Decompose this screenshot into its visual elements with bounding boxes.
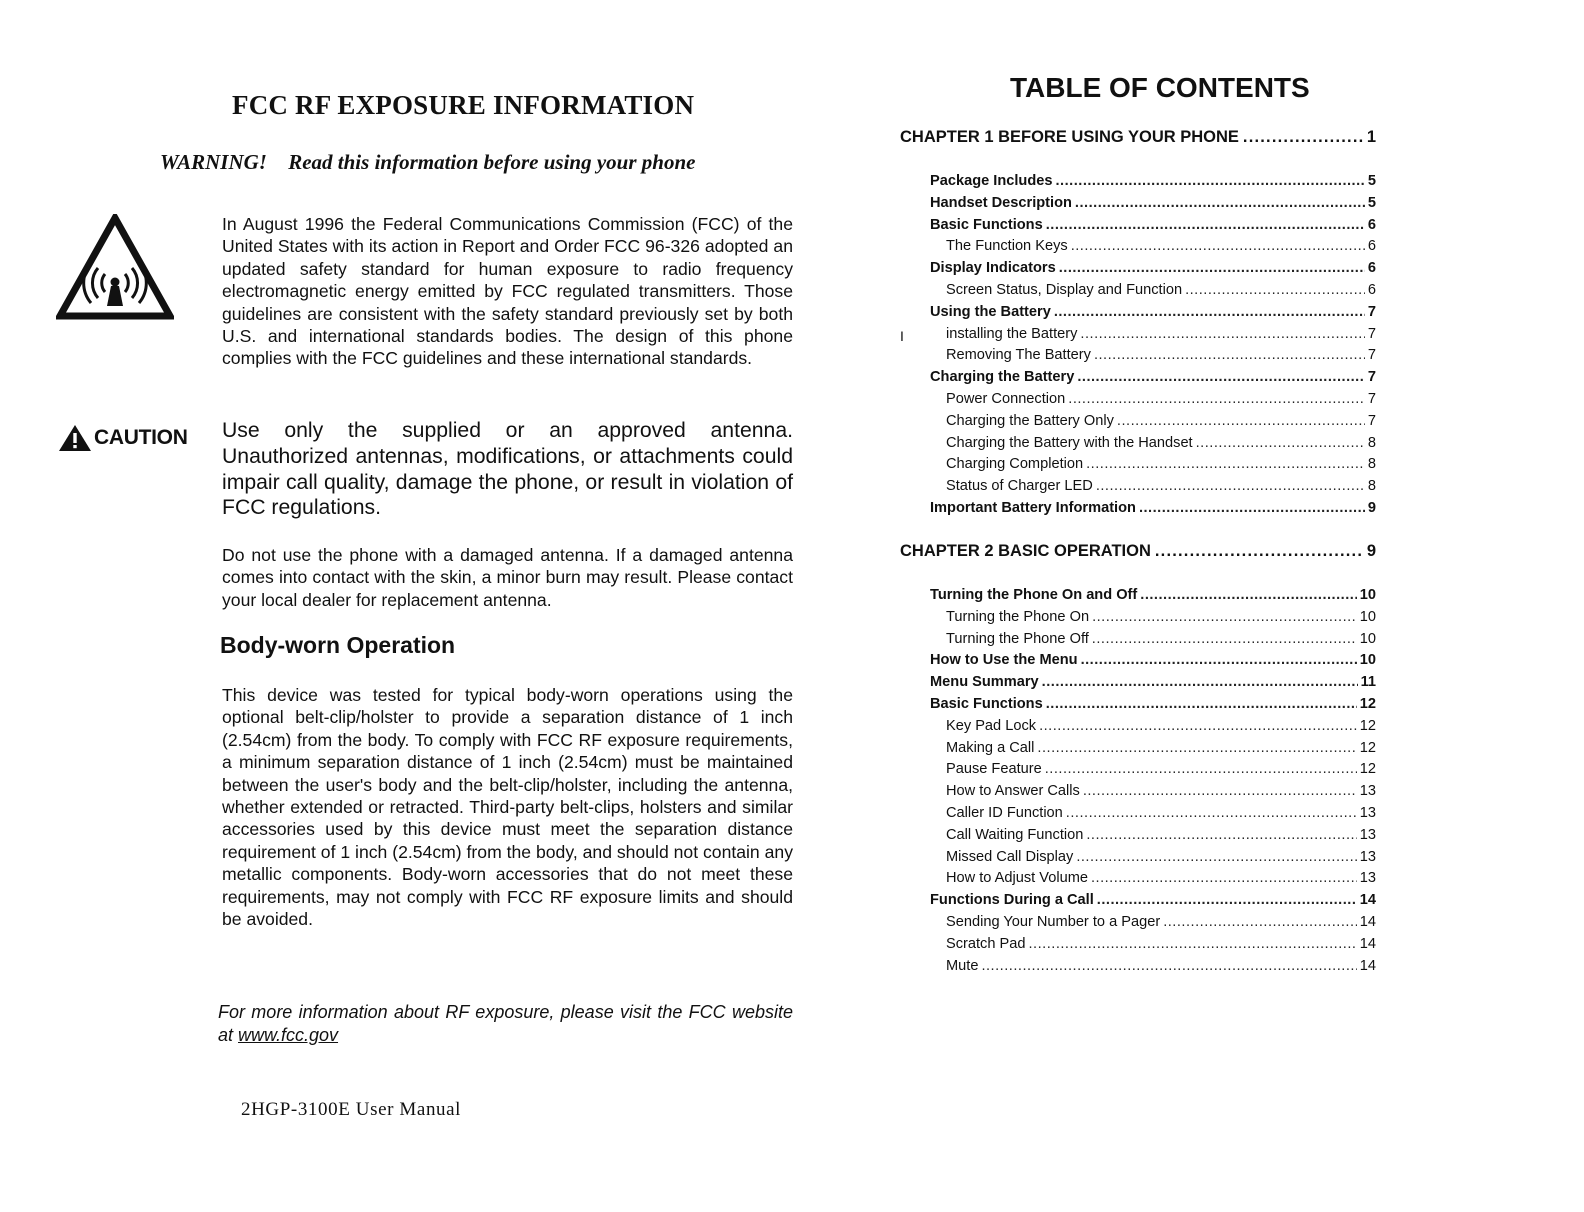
- toc-entry-label: Handset Description: [930, 194, 1072, 211]
- toc-entry[interactable]: [930, 173, 1376, 189]
- toc-leader-dots: [1092, 631, 1357, 647]
- toc-page-number: 12: [1359, 739, 1376, 756]
- page-footer: 2HGP-3100E User Manual: [241, 1099, 462, 1120]
- toc-page-number: 14: [1359, 935, 1376, 952]
- more-info-paragraph: [218, 1001, 793, 1047]
- toc-chapter-2[interactable]: [900, 542, 1376, 561]
- toc-page-number: 9: [1367, 500, 1376, 516]
- toc-page-number: 7: [1367, 412, 1376, 429]
- toc-leader-dots: [1045, 761, 1357, 777]
- toc-page-number: 13: [1359, 848, 1376, 865]
- stray-mark: I: [900, 328, 904, 344]
- toc-entry[interactable]: [930, 260, 1376, 276]
- body-worn-paragraph: This device was tested for typical body-worn operations using the optional belt-clip/holster to provide a separation distance of 1 inch (2.54cm) from the body. To comply with FCC RF exposure requirements, a minimum separation distance of 1 inch (2.54cm) must be maintained between the user's body and the belt-clip/holster, including the antenna, whether extended or retracted. Third-party belt-clips, holsters and similar accessories used by this device must meet the separation distance requirement of 1 inch (2.54cm) from the body, and should not contain any metallic components. Body-worn accessories that do not meet these requirements, may not comply with FCC RF exposure limits and should be avoided.: [222, 685, 793, 930]
- toc-chapter-label: CHAPTER 1 BEFORE USING YOUR PHONE: [900, 128, 1239, 146]
- toc-entry[interactable]: [946, 391, 1376, 407]
- toc-entry-label: Screen Status, Display and Function: [946, 282, 1183, 298]
- toc-entry-label: Turning the Phone Off: [946, 630, 1089, 647]
- toc-entry-label: Call Waiting Function: [946, 826, 1084, 843]
- toc-entry-label: Caller ID Function: [946, 805, 1063, 821]
- toc-entry[interactable]: [946, 761, 1376, 777]
- toc-leader-dots: [1054, 304, 1365, 320]
- toc-entry[interactable]: [946, 718, 1376, 734]
- toc-entry[interactable]: [946, 347, 1376, 363]
- toc-leader-dots: [1046, 696, 1357, 712]
- caution-badge: [58, 424, 188, 452]
- toc-page-number: 10: [1359, 630, 1376, 647]
- toc-entry[interactable]: [946, 478, 1376, 494]
- toc-entry[interactable]: [946, 914, 1376, 930]
- toc-entry-label: Important Battery Information: [930, 500, 1136, 516]
- toc-leader-dots: [1091, 870, 1357, 886]
- toc-entry-label: Turning the Phone On and Off: [930, 587, 1138, 603]
- toc-entry-label: Charging the Battery Only: [946, 412, 1114, 429]
- toc-page-number: 9: [1366, 542, 1376, 560]
- toc-title: TABLE OF CONTENTS: [1010, 72, 1310, 103]
- toc-page-number: 11: [1360, 674, 1376, 691]
- toc-page-number: 7: [1367, 303, 1376, 320]
- toc-page-number: 7: [1367, 369, 1376, 386]
- toc-leader-dots: [1037, 740, 1356, 756]
- toc-entry-label: Scratch Pad: [946, 935, 1026, 952]
- toc-page-number: 5: [1367, 173, 1376, 189]
- toc-entry-label: How to Answer Calls: [946, 783, 1080, 800]
- toc-page-number: 10: [1359, 608, 1376, 625]
- toc-entry-label: Making a Call: [946, 739, 1035, 756]
- toc-entry-label: Sending Your Number to a Pager: [946, 914, 1161, 930]
- toc-entry-label: Removing The Battery: [946, 347, 1091, 364]
- toc-entry[interactable]: [946, 783, 1376, 799]
- toc-entry-label: Display Indicators: [930, 260, 1056, 277]
- toc-entry-label: The Function Keys: [946, 238, 1068, 255]
- toc-entry-label: Key Pad Lock: [946, 717, 1037, 734]
- toc-entry[interactable]: [946, 827, 1376, 843]
- toc-leader-dots: [1185, 282, 1365, 298]
- toc-page-number: 10: [1359, 587, 1376, 603]
- toc-leader-dots: [1086, 827, 1356, 843]
- toc-leader-dots: [1196, 435, 1365, 451]
- toc-entry-label: Menu Summary: [930, 674, 1039, 691]
- toc-leader-dots: [1086, 456, 1365, 472]
- toc-leader-dots: [1083, 783, 1357, 799]
- toc-entry[interactable]: [946, 740, 1376, 756]
- toc-entry[interactable]: [930, 500, 1376, 516]
- toc-leader-dots: [1094, 347, 1365, 363]
- warning-line: [160, 150, 695, 175]
- toc-entry[interactable]: [930, 652, 1376, 668]
- toc-entry[interactable]: [946, 238, 1376, 254]
- warning-text: Read this information before using your phone: [288, 150, 696, 174]
- toc-leader-dots: [1029, 936, 1357, 952]
- toc-entry-label: Missed Call Display: [946, 848, 1074, 865]
- toc-entry[interactable]: [946, 958, 1376, 974]
- toc-entry[interactable]: [930, 587, 1376, 603]
- toc-leader-dots: [1039, 718, 1357, 734]
- toc-page-number: 7: [1367, 325, 1376, 342]
- toc-entry-label: How to Use the Menu: [930, 652, 1078, 669]
- toc-entry[interactable]: [946, 849, 1376, 865]
- toc-entry[interactable]: [946, 936, 1376, 952]
- toc-entry-label: Basic Functions: [930, 696, 1043, 712]
- toc-leader-dots: [1059, 260, 1365, 276]
- toc-leader-dots: [1081, 652, 1357, 668]
- toc-entry[interactable]: [946, 413, 1376, 429]
- toc-entry[interactable]: [946, 282, 1376, 298]
- toc-page-number: 1: [1366, 128, 1376, 146]
- toc-page-number: 6: [1367, 282, 1376, 298]
- toc-leader-dots: [1155, 542, 1363, 561]
- toc-entry-label: Turning the Phone On: [946, 608, 1090, 625]
- damaged-antenna-paragraph: Do not use the phone with a damaged antenna. If a damaged antenna comes into contact with the skin, a minor burn may result. Please contact your local dealer for replacement antenna.: [222, 545, 793, 610]
- toc-leader-dots: [1139, 500, 1365, 516]
- toc-page-number: 14: [1359, 892, 1376, 909]
- toc-page-number: 13: [1359, 805, 1376, 821]
- toc-entry[interactable]: [930, 304, 1376, 320]
- toc-entry-label: Pause Feature: [946, 761, 1042, 778]
- toc-entry-label: Mute: [946, 957, 979, 974]
- toc-leader-dots: [1097, 892, 1357, 908]
- toc-entry[interactable]: [930, 369, 1376, 385]
- toc-entry-label: Charging the Battery with the Handset: [946, 434, 1193, 451]
- toc-page-number: 6: [1367, 238, 1376, 255]
- toc-entry-label: Charging Completion: [946, 456, 1084, 473]
- toc-entry-label: Package Includes: [930, 173, 1053, 189]
- toc-entry[interactable]: [946, 609, 1376, 625]
- toc-entry[interactable]: [930, 217, 1376, 233]
- caution-paragraph: Use only the supplied or an approved antenna. Unauthorized antennas, modifications, or attachments could impair call quality, damage the phone, or result in violation of FCC regulations.: [222, 419, 793, 520]
- toc-leader-dots: [1163, 914, 1357, 930]
- fcc-website-link[interactable]: www.fcc.gov: [238, 1025, 339, 1045]
- toc-leader-dots: [1077, 369, 1365, 385]
- toc-chapter-label: CHAPTER 2 BASIC OPERATION: [900, 542, 1151, 560]
- toc-entry[interactable]: [946, 805, 1376, 821]
- toc-page-number: 13: [1359, 826, 1376, 843]
- toc-page-number: 8: [1367, 478, 1376, 495]
- toc-leader-dots: [1092, 609, 1357, 625]
- toc-entry[interactable]: [930, 696, 1376, 712]
- toc-page-number: 12: [1359, 761, 1376, 778]
- toc-leader-dots: [1071, 238, 1365, 254]
- toc-entry-label: How to Adjust Volume: [946, 870, 1088, 887]
- toc-page-number: 13: [1359, 783, 1376, 800]
- toc-leader-dots: [1243, 128, 1363, 147]
- toc-leader-dots: [1042, 674, 1358, 690]
- toc-page-number: 7: [1367, 391, 1376, 407]
- toc-leader-dots: [1056, 173, 1365, 189]
- rf-radiation-warning-icon: [56, 214, 174, 320]
- toc-page-number: 13: [1359, 870, 1376, 887]
- toc-entry-label: Charging the Battery: [930, 369, 1075, 386]
- toc-leader-dots: [981, 958, 1356, 974]
- toc-entry-label: Status of Charger LED: [946, 478, 1093, 495]
- toc-entry[interactable]: [946, 435, 1376, 451]
- toc-entry[interactable]: [946, 631, 1376, 647]
- warning-label: WARNING!: [160, 150, 267, 174]
- toc-entry[interactable]: [930, 195, 1376, 211]
- toc-entry-label: Functions During a Call: [930, 892, 1094, 909]
- toc-leader-dots: [1075, 195, 1365, 211]
- more-info-text: For more information about RF exposure, please visit the FCC website at: [218, 1002, 793, 1045]
- toc-leader-dots: [1080, 326, 1364, 342]
- toc-page-number: 5: [1367, 194, 1376, 211]
- toc-entry[interactable]: [930, 674, 1376, 690]
- toc-page-number: 12: [1359, 696, 1376, 712]
- toc-entry-label: Using the Battery: [930, 303, 1051, 320]
- toc-page-number: 8: [1367, 456, 1376, 473]
- toc-page-number: 6: [1367, 216, 1376, 233]
- toc-leader-dots: [1066, 805, 1357, 821]
- toc-leader-dots: [1117, 413, 1365, 429]
- body-worn-heading: Body-worn Operation: [220, 632, 456, 658]
- toc-leader-dots: [1068, 391, 1365, 407]
- toc-page-number: 8: [1367, 434, 1376, 451]
- toc-page-number: 14: [1359, 957, 1376, 974]
- toc-page-number: 14: [1359, 914, 1376, 930]
- toc-page-number: 10: [1359, 652, 1376, 669]
- toc-page-number: 6: [1367, 260, 1376, 277]
- page-title: FCC RF EXPOSURE INFORMATION: [232, 90, 695, 120]
- toc-leader-dots: [1140, 587, 1357, 603]
- toc-leader-dots: [1046, 217, 1365, 233]
- toc-entry[interactable]: [946, 456, 1376, 472]
- toc-page-number: 12: [1359, 717, 1376, 734]
- toc-entry-label: installing the Battery: [946, 325, 1078, 342]
- toc-chapter-1[interactable]: [900, 128, 1376, 147]
- toc-entry-label: Power Connection: [946, 391, 1066, 407]
- intro-paragraph: In August 1996 the Federal Communications Commission (FCC) of the United States with its action in Report and Order FCC 96-326 adopted an updated safety standard for human exposure to radio frequency electromagnetic energy emitted by FCC regulated transmitters. Those guidelines are consistent with the safety standard previously set by both U.S. and international standards bodies. The design of this phone complies with the FCC guidelines and these international standards.: [222, 214, 793, 369]
- toc-entry[interactable]: [946, 870, 1376, 886]
- caution-triangle-icon: [58, 424, 92, 452]
- caution-label: CAUTION: [94, 426, 188, 449]
- toc-leader-dots: [1076, 849, 1356, 865]
- toc-entry[interactable]: [946, 326, 1376, 342]
- toc-entry-label: Basic Functions: [930, 216, 1043, 233]
- toc-leader-dots: [1096, 478, 1365, 494]
- toc-page-number: 7: [1367, 347, 1376, 364]
- toc-entry[interactable]: [930, 892, 1376, 908]
